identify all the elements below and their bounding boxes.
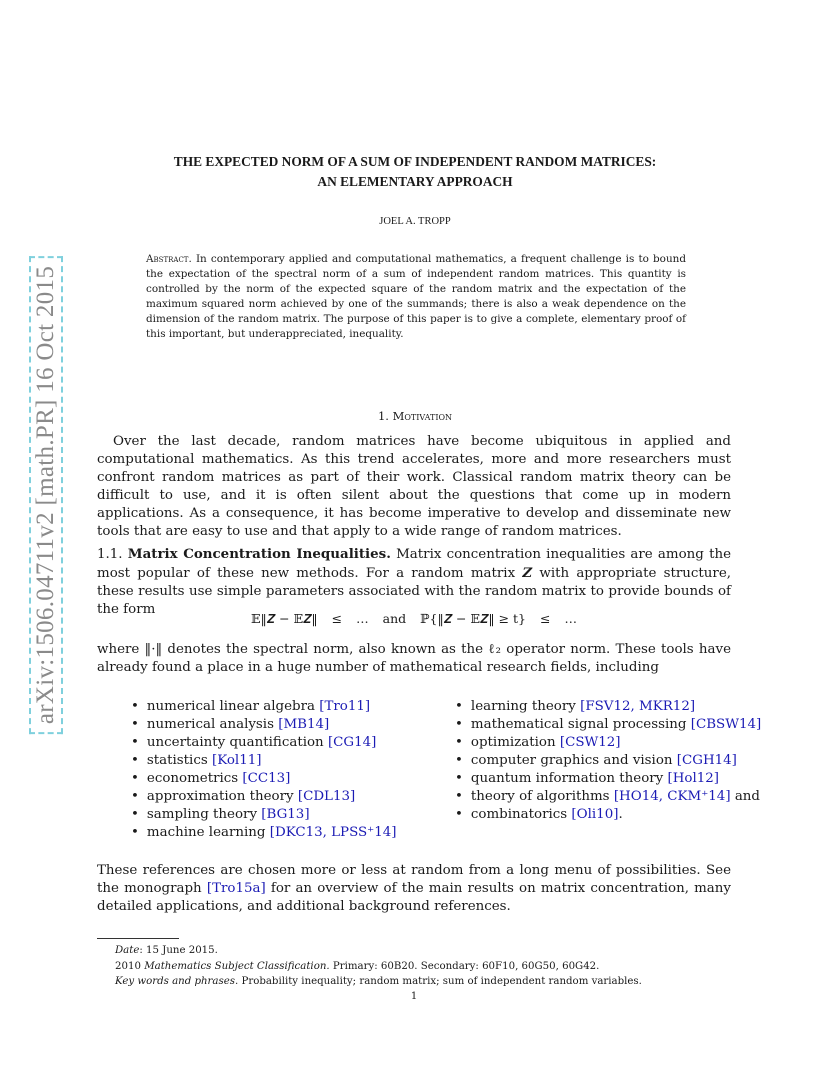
field-label: mathematical signal processing <box>470 717 687 732</box>
field-label: learning theory <box>470 699 576 714</box>
section-heading <box>100 409 730 423</box>
formula-dots-2: … <box>564 611 577 626</box>
variable-z: Z <box>522 565 533 581</box>
field-label: numerical linear algebra <box>146 699 315 714</box>
list-item <box>455 734 761 752</box>
author: JOEL A. TROPP <box>379 216 451 227</box>
keywords-value: Probability inequality; random matrix; sum of independent random variables. <box>241 976 642 987</box>
citation-link[interactable]: [HO14, CKM⁺14] <box>613 789 731 804</box>
citation-link[interactable]: [CSW12] <box>559 735 621 750</box>
field-label: machine learning <box>146 825 266 840</box>
display-formula <box>97 611 731 627</box>
formula-leq-2: ≤ <box>539 611 551 626</box>
abstract-text: In contemporary applied and computational mathematics, a frequent challenge is to bound the expectation of the spectral norm of a sum of independent random matrices. This quantity is controlled by the norm of the expected square of the random matrix and the expectation of the maximum squared norm achieved by one of the summands; there is also a weak dependence on the dimension of the random matrix. The purpose of this paper is to give a complete, elementary proof of this important, but underappreciated, inequality. <box>146 253 686 340</box>
list-suffix: . <box>618 807 623 822</box>
citation-link[interactable]: [Tro15a] <box>206 881 266 896</box>
citation-link[interactable]: [BG13] <box>261 807 310 822</box>
citation-link[interactable]: [FSV12, MKR12] <box>580 699 696 714</box>
formula-dots-1: … <box>356 611 369 626</box>
citation-link[interactable]: [CGH14] <box>676 753 737 768</box>
paragraph-spectral-norm: where ‖·‖ denotes the spectral norm, also known as the ℓ₂ operator norm. These tools have already found a place in a huge number of mathematical research fields, including <box>97 642 731 675</box>
keywords-label: Key words and phrases. <box>115 976 239 987</box>
paragraph2-text-a: Matrix concentration inequalities are among the most popular of these new methods. For a random matrix <box>97 547 731 581</box>
abstract-label: Abstract. <box>146 253 192 265</box>
field-label: theory of algorithms <box>470 789 610 804</box>
citation-link[interactable]: [DKC13, LPSS⁺14] <box>269 825 397 840</box>
subsection-title: Matrix Concentration Inequalities. <box>127 546 391 562</box>
footnote-rule <box>97 938 179 939</box>
paragraph4-text-b: for an overview of the main results on matrix concentration, many detailed applications, and additional background references. <box>97 881 731 914</box>
field-label: econometrics <box>146 771 239 786</box>
list-item <box>131 806 397 824</box>
list-item <box>455 806 761 824</box>
list-item <box>131 734 397 752</box>
msc-label: Mathematics Subject Classification. <box>144 961 330 972</box>
field-label: quantum information theory <box>470 771 664 786</box>
list-item <box>455 752 761 770</box>
title-line-1: THE EXPECTED NORM OF A SUM OF INDEPENDENT RANDOM MATRICES: <box>173 154 657 169</box>
field-label: uncertainty quantification <box>146 735 324 750</box>
section-title: Motivation <box>392 409 453 423</box>
citation-link[interactable]: [Oli10] <box>571 807 619 822</box>
list-suffix: and <box>730 789 760 804</box>
page-number: 1 <box>410 991 418 1002</box>
abstract <box>146 252 686 342</box>
footnote-date <box>115 944 725 958</box>
date-label: Date <box>115 945 140 956</box>
arxiv-stamp: arXiv:1506.04711v2 [math.PR] 16 Oct 2015 <box>29 256 63 734</box>
citation-link[interactable]: [Hol12] <box>667 771 720 786</box>
list-item <box>455 716 761 734</box>
subsection-number: 1.1. <box>97 547 123 562</box>
paragraph-matrix-concentration <box>97 545 731 619</box>
formula-expectation: 𝔼‖𝒁 − 𝔼𝒁‖ <box>251 611 318 626</box>
field-label: statistics <box>146 753 208 768</box>
list-item <box>131 716 397 734</box>
field-label: combinatorics <box>470 807 568 822</box>
citation-link[interactable]: [CC13] <box>242 771 291 786</box>
date-value: : 15 June 2015. <box>139 945 218 956</box>
paragraph2-text-b: with appropriate structure, these results use simple parameters associated with the random matrix to provide bounds of the form <box>97 566 732 617</box>
citation-link[interactable]: [CDL13] <box>297 789 356 804</box>
formula-and: and <box>382 611 407 626</box>
paper-title <box>100 152 730 192</box>
formula-probability: ℙ{‖𝒁 − 𝔼𝒁‖ ≥ t} <box>420 611 526 626</box>
list-item <box>455 788 761 806</box>
title-line-2: AN ELEMENTARY APPROACH <box>317 174 513 189</box>
citation-link[interactable]: [CG14] <box>327 735 377 750</box>
paragraph-motivation: Over the last decade, random matrices have become ubiquitous in applied and computational mathematics. As this trend accelerates, more and more researchers must confront random matrices as part of their work. Classical random matrix theory can be difficult to use, and it is often silent about the questions that come up in modern applications. As a consequence, it has become imperative to develop and disseminate new tools that are easy to use and that apply to a wide range of random matrices. <box>97 434 731 539</box>
field-label: numerical analysis <box>146 717 274 732</box>
paragraph4-text-a: These references are chosen more or less at random from a long menu of possibilities. See the monograph <box>97 863 731 896</box>
formula-leq-1: ≤ <box>331 611 343 626</box>
fields-list-right <box>455 698 761 824</box>
citation-link[interactable]: [MB14] <box>278 717 330 732</box>
footnote-msc <box>115 960 725 974</box>
section-number: 1. <box>377 409 389 423</box>
footnote-keywords <box>115 975 725 989</box>
list-item <box>131 770 397 788</box>
msc-value: Primary: 60B20. Secondary: 60F10, 60G50, 60G42. <box>332 961 600 972</box>
list-item <box>455 698 761 716</box>
field-label: sampling theory <box>146 807 258 822</box>
list-item <box>131 698 397 716</box>
citation-link[interactable]: [Tro11] <box>319 699 371 714</box>
citation-link[interactable]: [CBSW14] <box>690 717 762 732</box>
msc-prefix: 2010 <box>115 961 141 972</box>
list-item <box>131 824 397 842</box>
field-label: optimization <box>470 735 556 750</box>
paragraph-references <box>97 862 731 916</box>
fields-list-left <box>131 698 397 842</box>
list-item <box>455 770 761 788</box>
list-item <box>131 788 397 806</box>
list-item <box>131 752 397 770</box>
field-label: computer graphics and vision <box>470 753 673 768</box>
field-label: approximation theory <box>146 789 294 804</box>
citation-link[interactable]: [Kol11] <box>211 753 262 768</box>
